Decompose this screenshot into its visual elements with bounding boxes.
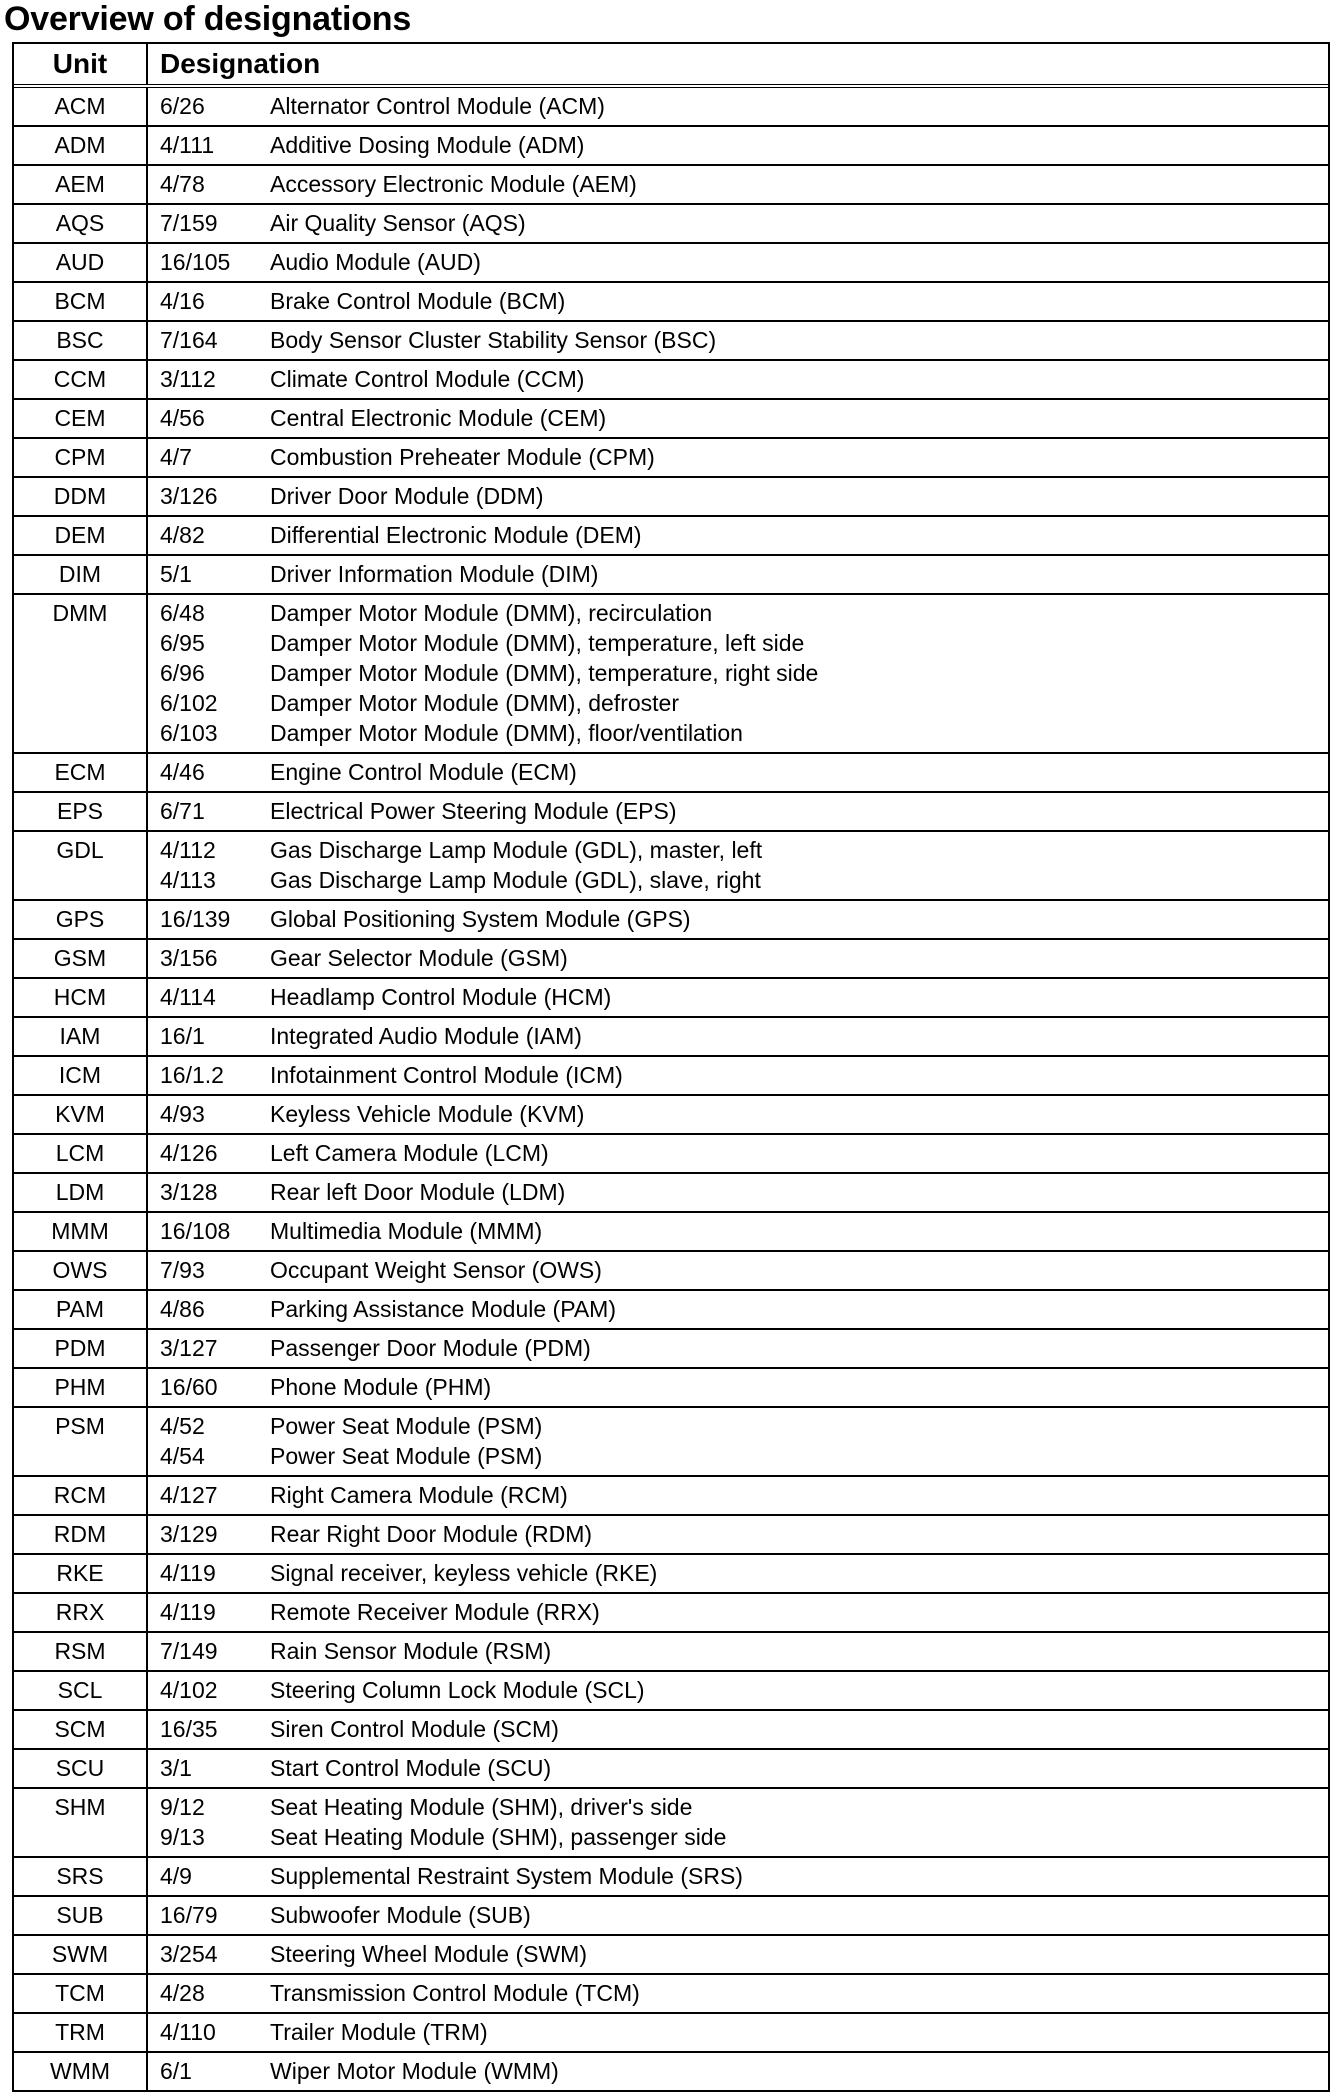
description-cell xyxy=(270,1974,1328,2013)
unit-cell: AQS xyxy=(14,204,147,243)
code-cell xyxy=(147,1476,270,1515)
table-row xyxy=(14,1212,1328,1251)
designation-code: 4/119 xyxy=(160,1599,216,1625)
designation-code: 6/102 xyxy=(160,690,218,716)
designation-description: Rear Right Door Module (RDM) xyxy=(270,1521,593,1547)
code-cell xyxy=(147,165,270,204)
unit-cell: SUB xyxy=(14,1896,147,1935)
code-cell xyxy=(147,1407,270,1476)
designation-code: 3/126 xyxy=(160,483,218,509)
unit-cell: OWS xyxy=(14,1251,147,1290)
description-cell xyxy=(270,126,1328,165)
table-row xyxy=(14,1476,1328,1515)
table-row xyxy=(14,438,1328,477)
designation-description: Seat Heating Module (SHM), driver's side xyxy=(270,1794,693,1820)
code-cell xyxy=(147,939,270,978)
description-cell xyxy=(270,1710,1328,1749)
designation-description: Power Seat Module (PSM) xyxy=(270,1413,543,1439)
designation-code: 4/28 xyxy=(160,1980,205,2006)
table-row xyxy=(14,1857,1328,1896)
code-cell xyxy=(147,1212,270,1251)
table-row xyxy=(14,1173,1328,1212)
table-row xyxy=(14,477,1328,516)
unit-cell: EPS xyxy=(14,792,147,831)
table-row xyxy=(14,1329,1328,1368)
table-row xyxy=(14,1749,1328,1788)
designation-code: 6/96 xyxy=(160,660,205,686)
unit-cell: DIM xyxy=(14,555,147,594)
description-cell xyxy=(270,939,1328,978)
designation-description: Keyless Vehicle Module (KVM) xyxy=(270,1101,585,1127)
table-row xyxy=(14,2013,1328,2052)
designation-description: Engine Control Module (ECM) xyxy=(270,759,577,785)
designation-code: 4/7 xyxy=(160,444,192,470)
designation-code: 4/126 xyxy=(160,1140,218,1166)
description-cell xyxy=(270,204,1328,243)
code-cell xyxy=(147,1095,270,1134)
code-cell xyxy=(147,555,270,594)
description-cell xyxy=(270,594,1328,753)
designation-code: 16/1 xyxy=(160,1023,205,1049)
designation-code: 4/102 xyxy=(160,1677,218,1703)
designation-code: 4/119 xyxy=(160,1560,216,1586)
table-row xyxy=(14,900,1328,939)
table-row xyxy=(14,978,1328,1017)
table-row xyxy=(14,1593,1328,1632)
unit-cell: RCM xyxy=(14,1476,147,1515)
description-cell xyxy=(270,438,1328,477)
code-cell xyxy=(147,399,270,438)
designation-description: Accessory Electronic Module (AEM) xyxy=(270,171,637,197)
designation-description: Global Positioning System Module (GPS) xyxy=(270,906,691,932)
designation-description: Infotainment Control Module (ICM) xyxy=(270,1062,623,1088)
unit-cell: PSM xyxy=(14,1407,147,1476)
description-cell xyxy=(270,2052,1328,2090)
designation-code: 16/35 xyxy=(160,1716,218,1742)
designation-description: Steering Wheel Module (SWM) xyxy=(270,1941,587,1967)
description-cell xyxy=(270,1896,1328,1935)
table-row xyxy=(14,792,1328,831)
designation-code: 4/127 xyxy=(160,1482,218,1508)
unit-cell: CPM xyxy=(14,438,147,477)
designation-code: 3/156 xyxy=(160,945,218,971)
code-cell xyxy=(147,1134,270,1173)
unit-cell: AEM xyxy=(14,165,147,204)
designation-code: 7/93 xyxy=(160,1257,205,1283)
description-cell xyxy=(270,1749,1328,1788)
code-cell xyxy=(147,1290,270,1329)
description-cell xyxy=(270,1173,1328,1212)
table-row xyxy=(14,1407,1328,1476)
description-cell xyxy=(270,1290,1328,1329)
code-cell xyxy=(147,1251,270,1290)
designation-description: Air Quality Sensor (AQS) xyxy=(270,210,526,236)
code-cell xyxy=(147,1632,270,1671)
designation-description: Body Sensor Cluster Stability Sensor (BSC) xyxy=(270,327,717,353)
unit-cell: SRS xyxy=(14,1857,147,1896)
description-cell xyxy=(270,900,1328,939)
unit-cell: MMM xyxy=(14,1212,147,1251)
designation-code: 6/48 xyxy=(160,600,205,626)
unit-cell: LDM xyxy=(14,1173,147,1212)
unit-cell: RRX xyxy=(14,1593,147,1632)
designation-description: Multimedia Module (MMM) xyxy=(270,1218,543,1244)
unit-cell: CEM xyxy=(14,399,147,438)
description-cell xyxy=(270,165,1328,204)
designation-code: 4/82 xyxy=(160,522,205,548)
table-row xyxy=(14,165,1328,204)
designation-code: 3/1 xyxy=(160,1755,192,1781)
designation-code: 16/60 xyxy=(160,1374,218,1400)
code-cell xyxy=(147,1368,270,1407)
code-cell xyxy=(147,1056,270,1095)
designation-code: 4/52 xyxy=(160,1413,205,1439)
code-cell xyxy=(147,243,270,282)
unit-cell: DEM xyxy=(14,516,147,555)
designation-code: 4/78 xyxy=(160,171,205,197)
header-row xyxy=(14,44,1328,86)
code-cell xyxy=(147,1935,270,1974)
description-cell xyxy=(270,86,1328,126)
designation-code: 6/71 xyxy=(160,798,205,824)
description-cell xyxy=(270,1515,1328,1554)
unit-cell: PAM xyxy=(14,1290,147,1329)
description-cell xyxy=(270,321,1328,360)
designation-description: Additive Dosing Module (ADM) xyxy=(270,132,585,158)
table-row xyxy=(14,1935,1328,1974)
description-cell xyxy=(270,1134,1328,1173)
unit-cell: SCL xyxy=(14,1671,147,1710)
description-cell xyxy=(270,1368,1328,1407)
unit-cell: IAM xyxy=(14,1017,147,1056)
table-row xyxy=(14,1515,1328,1554)
designations-table-container xyxy=(12,42,1330,2092)
code-cell xyxy=(147,516,270,555)
designation-description: Gear Selector Module (GSM) xyxy=(270,945,568,971)
designation-description: Gas Discharge Lamp Module (GDL), master, left xyxy=(270,837,763,863)
table-row xyxy=(14,1134,1328,1173)
column-header-designation: Designation xyxy=(147,44,1328,86)
description-cell xyxy=(270,516,1328,555)
code-cell xyxy=(147,900,270,939)
designation-code: 16/79 xyxy=(160,1902,218,1928)
unit-cell: CCM xyxy=(14,360,147,399)
designation-code: 6/103 xyxy=(160,720,218,746)
unit-cell: DDM xyxy=(14,477,147,516)
table-row xyxy=(14,1251,1328,1290)
code-cell xyxy=(147,753,270,792)
designation-description: Trailer Module (TRM) xyxy=(270,2019,488,2045)
designation-description: Integrated Audio Module (IAM) xyxy=(270,1023,582,1049)
table-row xyxy=(14,243,1328,282)
designation-description: Combustion Preheater Module (CPM) xyxy=(270,444,655,470)
unit-cell: GDL xyxy=(14,831,147,900)
designation-description: Remote Receiver Module (RRX) xyxy=(270,1599,600,1625)
code-cell xyxy=(147,1671,270,1710)
code-cell xyxy=(147,1515,270,1554)
unit-cell: AUD xyxy=(14,243,147,282)
designation-code: 9/12 xyxy=(160,1794,205,1820)
unit-cell: PHM xyxy=(14,1368,147,1407)
description-cell xyxy=(270,360,1328,399)
table-row xyxy=(14,594,1328,753)
description-cell xyxy=(270,792,1328,831)
unit-cell: ACM xyxy=(14,86,147,126)
designation-description: Right Camera Module (RCM) xyxy=(270,1482,568,1508)
designation-code: 4/93 xyxy=(160,1101,205,1127)
table-row xyxy=(14,939,1328,978)
code-cell xyxy=(147,1710,270,1749)
table-row xyxy=(14,399,1328,438)
code-cell xyxy=(147,126,270,165)
table-row xyxy=(14,1290,1328,1329)
description-cell xyxy=(270,753,1328,792)
code-cell xyxy=(147,831,270,900)
designation-code: 4/9 xyxy=(160,1863,192,1889)
description-cell xyxy=(270,282,1328,321)
code-cell xyxy=(147,1974,270,2013)
description-cell xyxy=(270,399,1328,438)
unit-cell: DMM xyxy=(14,594,147,753)
description-cell xyxy=(270,1788,1328,1857)
unit-cell: ADM xyxy=(14,126,147,165)
unit-cell: SWM xyxy=(14,1935,147,1974)
table-row xyxy=(14,1095,1328,1134)
code-cell xyxy=(147,1896,270,1935)
code-cell xyxy=(147,86,270,126)
table-row xyxy=(14,360,1328,399)
table-row xyxy=(14,126,1328,165)
description-cell xyxy=(270,1554,1328,1593)
description-cell xyxy=(270,831,1328,900)
column-header-unit: Unit xyxy=(14,44,147,86)
designation-code: 6/1 xyxy=(160,2058,192,2084)
table-row xyxy=(14,753,1328,792)
table-header xyxy=(14,44,1328,86)
description-cell xyxy=(270,555,1328,594)
code-cell xyxy=(147,1329,270,1368)
unit-cell: SCM xyxy=(14,1710,147,1749)
designation-code: 4/86 xyxy=(160,1296,205,1322)
designation-code: 4/56 xyxy=(160,405,205,431)
code-cell xyxy=(147,1017,270,1056)
unit-cell: RKE xyxy=(14,1554,147,1593)
code-cell xyxy=(147,438,270,477)
designation-description: Damper Motor Module (DMM), defroster xyxy=(270,690,679,716)
designation-code: 4/114 xyxy=(160,984,216,1010)
unit-cell: SHM xyxy=(14,1788,147,1857)
code-cell xyxy=(147,1857,270,1896)
designation-code: 5/1 xyxy=(160,561,192,587)
table-row xyxy=(14,1671,1328,1710)
designation-description: Rear left Door Module (LDM) xyxy=(270,1179,566,1205)
table-body xyxy=(14,86,1328,2090)
designation-code: 16/108 xyxy=(160,1218,231,1244)
designation-code: 16/1.2 xyxy=(160,1062,224,1088)
designation-description: Phone Module (PHM) xyxy=(270,1374,492,1400)
description-cell xyxy=(270,243,1328,282)
unit-cell: SCU xyxy=(14,1749,147,1788)
designation-description: Audio Module (AUD) xyxy=(270,249,481,275)
table-row xyxy=(14,516,1328,555)
designation-code: 7/164 xyxy=(160,327,218,353)
unit-cell: LCM xyxy=(14,1134,147,1173)
description-cell xyxy=(270,978,1328,1017)
designation-description: Steering Column Lock Module (SCL) xyxy=(270,1677,645,1703)
designation-code: 3/127 xyxy=(160,1335,218,1361)
unit-cell: BCM xyxy=(14,282,147,321)
code-cell xyxy=(147,1788,270,1857)
code-cell xyxy=(147,321,270,360)
table-row xyxy=(14,1017,1328,1056)
code-cell xyxy=(147,1554,270,1593)
designation-description: Damper Motor Module (DMM), recirculation xyxy=(270,600,713,626)
unit-cell: WMM xyxy=(14,2052,147,2090)
designation-description: Seat Heating Module (SHM), passenger side xyxy=(270,1824,727,1850)
unit-cell: TRM xyxy=(14,2013,147,2052)
designation-code: 4/112 xyxy=(160,837,216,863)
code-cell xyxy=(147,594,270,753)
table-row xyxy=(14,282,1328,321)
page-title: Overview of designations xyxy=(4,0,412,38)
designation-code: 4/113 xyxy=(160,867,216,893)
table-row xyxy=(14,1710,1328,1749)
designation-code: 4/54 xyxy=(160,1443,205,1469)
designation-description: Passenger Door Module (PDM) xyxy=(270,1335,591,1361)
designation-code: 6/95 xyxy=(160,630,205,656)
code-cell xyxy=(147,282,270,321)
designation-description: Headlamp Control Module (HCM) xyxy=(270,984,612,1010)
description-cell xyxy=(270,1212,1328,1251)
unit-cell: BSC xyxy=(14,321,147,360)
table-row xyxy=(14,1974,1328,2013)
description-cell xyxy=(270,1251,1328,1290)
code-cell xyxy=(147,978,270,1017)
designation-code: 3/254 xyxy=(160,1941,218,1967)
designation-code: 6/26 xyxy=(160,93,205,119)
code-cell xyxy=(147,2013,270,2052)
unit-cell: KVM xyxy=(14,1095,147,1134)
unit-cell: HCM xyxy=(14,978,147,1017)
designation-description: Signal receiver, keyless vehicle (RKE) xyxy=(270,1560,658,1586)
designation-description: Climate Control Module (CCM) xyxy=(270,366,585,392)
designation-code: 3/112 xyxy=(160,366,216,392)
code-cell xyxy=(147,1173,270,1212)
designation-description: Siren Control Module (SCM) xyxy=(270,1716,559,1742)
designation-description: Central Electronic Module (CEM) xyxy=(270,405,607,431)
designation-description: Supplemental Restraint System Module (SRS) xyxy=(270,1863,743,1889)
designation-description: Parking Assistance Module (PAM) xyxy=(270,1296,616,1322)
designation-description: Damper Motor Module (DMM), temperature, left side xyxy=(270,630,805,656)
table-row xyxy=(14,1788,1328,1857)
code-cell xyxy=(147,477,270,516)
table-row xyxy=(14,86,1328,126)
designation-description: Gas Discharge Lamp Module (GDL), slave, right xyxy=(270,867,761,893)
unit-cell: RDM xyxy=(14,1515,147,1554)
designation-description: Damper Motor Module (DMM), floor/ventilation xyxy=(270,720,743,746)
designation-code: 4/16 xyxy=(160,288,205,314)
designation-code: 9/13 xyxy=(160,1824,205,1850)
description-cell xyxy=(270,1935,1328,1974)
designation-description: Wiper Motor Module (WMM) xyxy=(270,2058,559,2084)
designation-code: 4/111 xyxy=(160,132,215,158)
designation-code: 4/110 xyxy=(160,2019,216,2045)
description-cell xyxy=(270,1593,1328,1632)
designation-description: Left Camera Module (LCM) xyxy=(270,1140,549,1166)
table-row xyxy=(14,2052,1328,2090)
table-row xyxy=(14,1368,1328,1407)
code-cell xyxy=(147,360,270,399)
table-row xyxy=(14,831,1328,900)
designation-description: Driver Information Module (DIM) xyxy=(270,561,599,587)
designation-code: 4/46 xyxy=(160,759,205,785)
designation-description: Rain Sensor Module (RSM) xyxy=(270,1638,552,1664)
code-cell xyxy=(147,1749,270,1788)
designation-description: Occupant Weight Sensor (OWS) xyxy=(270,1257,602,1283)
unit-cell: ECM xyxy=(14,753,147,792)
unit-cell: PDM xyxy=(14,1329,147,1368)
code-cell xyxy=(147,792,270,831)
unit-cell: GPS xyxy=(14,900,147,939)
designation-description: Transmission Control Module (TCM) xyxy=(270,1980,640,2006)
description-cell xyxy=(270,1056,1328,1095)
designation-description: Driver Door Module (DDM) xyxy=(270,483,544,509)
table-row xyxy=(14,1632,1328,1671)
code-cell xyxy=(147,204,270,243)
unit-cell: GSM xyxy=(14,939,147,978)
designation-description: Damper Motor Module (DMM), temperature, right side xyxy=(270,660,819,686)
unit-cell: RSM xyxy=(14,1632,147,1671)
unit-cell: TCM xyxy=(14,1974,147,2013)
designation-description: Start Control Module (SCU) xyxy=(270,1755,552,1781)
designation-code: 16/139 xyxy=(160,906,231,932)
description-cell xyxy=(270,1476,1328,1515)
designation-code: 3/129 xyxy=(160,1521,218,1547)
description-cell xyxy=(270,1857,1328,1896)
description-cell xyxy=(270,1407,1328,1476)
code-cell xyxy=(147,2052,270,2090)
designation-description: Brake Control Module (BCM) xyxy=(270,288,566,314)
description-cell xyxy=(270,2013,1328,2052)
designation-code: 16/105 xyxy=(160,249,231,275)
designation-code: 3/128 xyxy=(160,1179,218,1205)
designation-description: Alternator Control Module (ACM) xyxy=(270,93,605,119)
code-cell xyxy=(147,1593,270,1632)
description-cell xyxy=(270,1632,1328,1671)
designation-code: 7/159 xyxy=(160,210,218,236)
designation-description: Electrical Power Steering Module (EPS) xyxy=(270,798,677,824)
table-row xyxy=(14,1056,1328,1095)
description-cell xyxy=(270,1017,1328,1056)
description-cell xyxy=(270,1329,1328,1368)
designations-table xyxy=(14,44,1328,2090)
designation-code: 7/149 xyxy=(160,1638,218,1664)
unit-cell: ICM xyxy=(14,1056,147,1095)
description-cell xyxy=(270,477,1328,516)
description-cell xyxy=(270,1095,1328,1134)
designation-description: Differential Electronic Module (DEM) xyxy=(270,522,642,548)
table-row xyxy=(14,555,1328,594)
table-row xyxy=(14,1896,1328,1935)
table-row xyxy=(14,1554,1328,1593)
table-row xyxy=(14,321,1328,360)
description-cell xyxy=(270,1671,1328,1710)
table-row xyxy=(14,204,1328,243)
designation-description: Power Seat Module (PSM) xyxy=(270,1443,543,1469)
designation-description: Subwoofer Module (SUB) xyxy=(270,1902,531,1928)
